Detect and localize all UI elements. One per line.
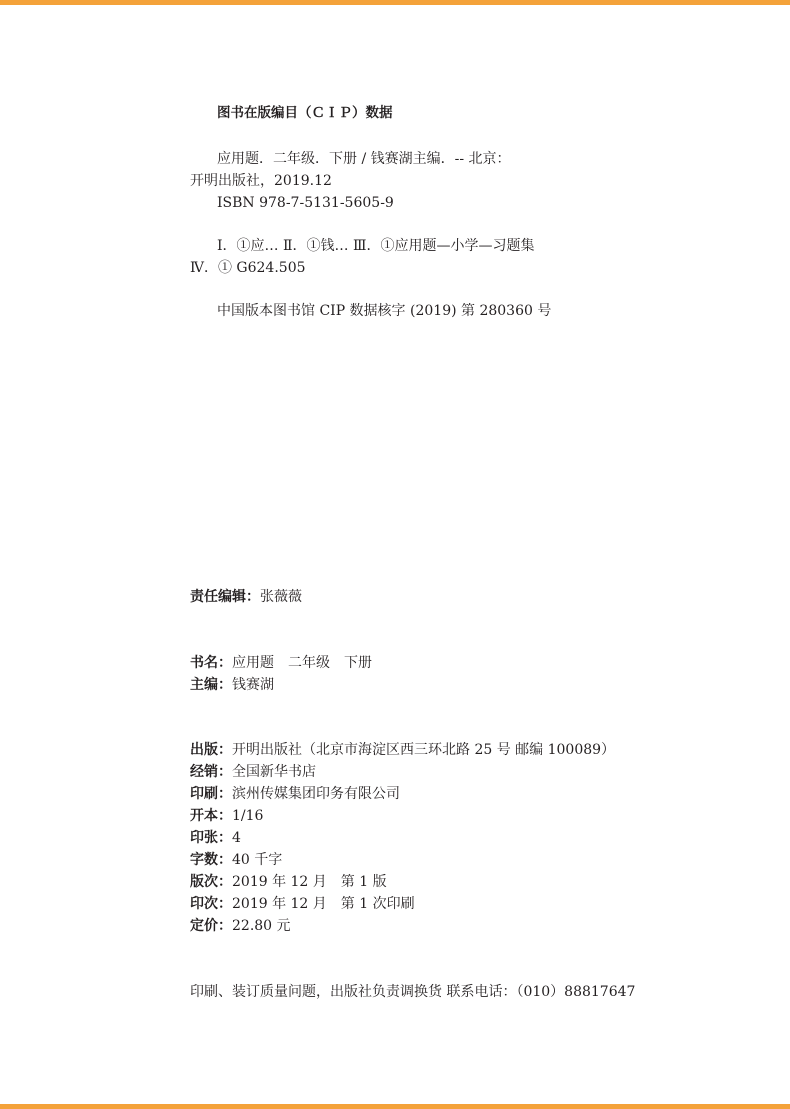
printer-key: 印刷： [190, 786, 232, 802]
printed-sheets-key: 印张： [190, 830, 232, 846]
impression-line [190, 895, 415, 913]
cip-line-2: 开明出版社，2019.12 [190, 173, 332, 189]
distributor-value: 全国新华书店 [232, 764, 316, 780]
format-line [190, 807, 263, 825]
distributor-line [190, 763, 316, 781]
price-line [190, 917, 291, 935]
editor-value: 张薇薇 [260, 589, 302, 605]
cip-line-1: 应用题．二年级．下册 / 钱赛湖主编．-- 北京： [217, 151, 511, 167]
impression-key: 印次： [190, 896, 232, 912]
chief-editor-value: 钱赛湖 [232, 677, 274, 693]
book-title-line [190, 654, 372, 672]
word-count-key: 字数： [190, 852, 232, 868]
word-count-line [190, 851, 282, 869]
printer-value: 滨州传媒集团印务有限公司 [232, 786, 400, 802]
edition-value: 2019 年 12 月 第 1 版 [232, 874, 387, 890]
format-value: 1/16 [232, 808, 264, 824]
price-key: 定价： [190, 918, 232, 934]
publisher-key: 出版： [190, 742, 232, 758]
impression-value: 2019 年 12 月 第 1 次印刷 [232, 896, 415, 912]
cip-record-number: 中国版本图书馆 CIP 数据核字 (2019) 第 280360 号 [217, 303, 552, 319]
editor-line [190, 588, 302, 606]
editor-key: 责任编辑： [190, 589, 260, 605]
format-key: 开本： [190, 808, 232, 824]
cip-classification-1: Ⅰ．①应… Ⅱ．①钱… Ⅲ．①应用题—小学—习题集 [217, 238, 535, 254]
printer-line [190, 785, 400, 803]
printed-sheets-value: 4 [232, 830, 241, 846]
cip-heading: 图书在版编目（ＣＩＰ）数据 [217, 105, 393, 121]
book-title-value: 应用题 二年级 下册 [232, 655, 372, 671]
cip-isbn: ISBN 978-7-5131-5605-9 [217, 195, 394, 211]
bottom-accent-bar [0, 1104, 790, 1109]
printed-sheets-line [190, 829, 241, 847]
word-count-value: 40 千字 [232, 852, 283, 868]
chief-editor-line [190, 676, 274, 694]
quality-notice: 印刷、装订质量问题，出版社负责调换货 联系电话：（010）88817647 [190, 984, 636, 1000]
publisher-value: 开明出版社（北京市海淀区西三环北路 25 号 邮编 100089） [232, 742, 616, 758]
price-value: 22.80 元 [232, 918, 291, 934]
edition-line [190, 873, 387, 891]
edition-key: 版次： [190, 874, 232, 890]
chief-editor-key: 主编： [190, 677, 232, 693]
cip-classification-2: Ⅳ．① G624.505 [190, 260, 306, 276]
top-accent-bar [0, 0, 790, 5]
publisher-line [190, 741, 615, 759]
book-title-key: 书名： [190, 655, 232, 671]
distributor-key: 经销： [190, 764, 232, 780]
